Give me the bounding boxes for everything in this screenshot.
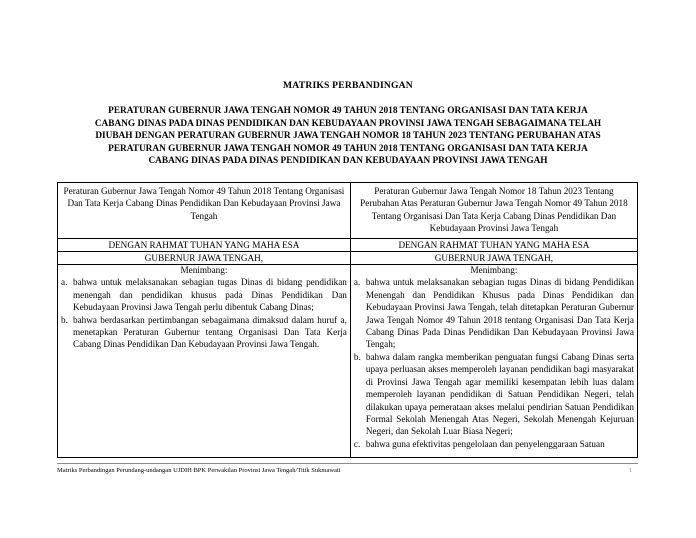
right-menimbang-label: Menimbang: [470,265,518,276]
list-item-marker: a. [353,277,361,288]
left-considerations-list [61,276,347,350]
list-item [61,314,347,351]
list-item [354,438,634,450]
left-gubernur-cell: GUBERNUR JAWA TENGAH, [58,252,351,265]
footer-divider [57,463,638,464]
table-header-row [58,183,638,239]
list-item-marker: c. [353,438,361,449]
list-item-text: bahwa untuk melaksanakan sebagian tugas Dinas di bidang Pendidikan Menengah dan Pendidikan Khusus pada Dinas Pendidikan dan Kebudayaan Provinsi Jawa Tengah, telah ditetapkan Peraturan Gubernur Jawa Tengah Nomor 49 Tahun 2018 tentang Organisasi Dan Tata Kerja Cabang Dinas Pada Dinas Pendidikan Dan Kebudayaan Provinsi Jawa Tengah; [365,277,634,350]
list-item-marker: a. [61,277,68,288]
list-item-text: bahwa untuk melaksanakan sebagian tugas Dinas di bidang pendidikan menengah dan pendidikan khusus pada Dinas Pendidikan Dan Kebudayaan Provinsi Jawa Tengah perlu dibentuk Cabang Dinas; [73,277,347,313]
list-item [354,351,634,438]
list-item [354,276,634,350]
left-rahmat-cell: DENGAN RAHMAT TUHAN YANG MAHA ESA [58,238,351,251]
left-menimbang-cell [58,265,351,458]
table-row [58,238,638,251]
document-subtitle: PERATURAN GUBERNUR JAWA TENGAH NOMOR 49 TAHUN 2018 TENTANG ORGANISASI DAN TATA KERJA CABANG DINAS PADA DINAS PENDIDIKAN DAN KEBUDAYAAN PROVINSI JAWA TENGAH SEBAGAIMANA TELAH DIUBAH DENGAN PERATURAN GUBERNUR JAWA TENGAH NOMOR 18 TAHUN 2023 TENTANG PERUBAHAN ATAS PERATURAN GUBERNUR JAWA TENGAH NOMOR 49 TAHUN 2018 TENTANG ORGANISASI DAN TATA KERJA CABANG DINAS PADA DINAS PENDIDIKAN DAN KEBUDAYAAN PROVINSI JAWA TENGAH [94,106,602,167]
left-menimbang-label: Menimbang: [180,265,228,276]
comparison-table [57,182,638,458]
table-row [58,265,638,458]
right-gubernur-cell: GUBERNUR JAWA TENGAH, [350,252,637,265]
left-column-header: Peraturan Gubernur Jawa Tengah Nomor 49 Tahun 2018 Tentang Organisasi Dan Tata Kerja Cabang Dinas Pendidikan Dan Kebudayaan Provinsi Jawa Tengah [58,183,351,239]
list-item-marker: b. [61,314,68,325]
list-item-text: bahwa berdasarkan pertimbangan sebagaimana dimaksud dalam huruf a, menetapkan Peraturan Gubernur tentang Organisasi Dan Tata Kerja Cabang Dinas Pendidikan Dan Kebudayaan Provinsi Jawa Tengah. [73,314,347,350]
list-item-marker: b. [353,351,361,362]
footer-text: Matriks Perbandingan Perundang-undangan UJDIH BPK Perwakilan Provinsi Jawa Tengah/Titik Sukmawati [57,467,341,474]
right-column-header: Peraturan Gubernur Jawa Tengah Nomor 18 Tahun 2023 Tentang Perubahan Atas Peraturan Gubernur Jawa Tengah Nomor 49 Tahun 2018 Tentang Organisasi Dan Tata Kerja Cabang Dinas Pendidikan Dan Kebudayaan Provinsi Jawa Tengah [350,183,637,239]
right-considerations-list [354,276,634,450]
list-item-text: bahwa dalam rangka memberikan penguatan fungsi Cabang Dinas serta upaya perluasan akses memperoleh layanan pendidikan bagi masyarakat di Provinsi Jawa Tengah agar memiliki kesempatan lebih luas dalam memperoleh layanan pendidikan di Satuan Pendidikan Negeri, telah dilakukan upaya pemerataan akses melalui pendirian Satuan Pendidikan Formal Sekolah Menengah Atas Negeri, Sekolah Menengah Kejuruan Negeri, dan Sekolah Luar Biasa Negeri; [365,351,634,437]
list-item-text: bahwa guna efektivitas pengelolaan dan penyelenggaraan Satuan [365,438,605,449]
right-rahmat-cell: DENGAN RAHMAT TUHAN YANG MAHA ESA [350,238,637,251]
document-title: MATRIKS PERBANDINGAN [283,80,413,91]
table-row [58,252,638,265]
list-item [61,276,347,313]
page-number: 1 [629,467,633,474]
right-menimbang-cell [350,265,637,458]
